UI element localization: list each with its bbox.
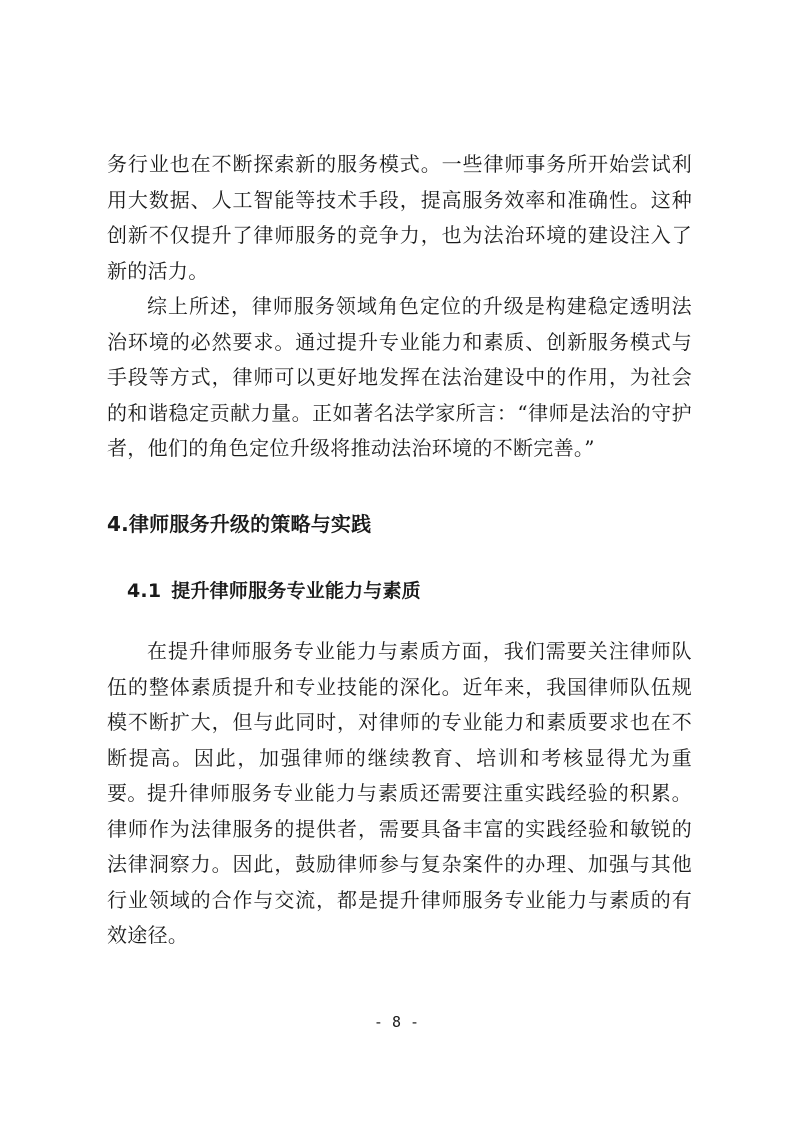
subsection-title: 提升律师服务专业能力与素质 xyxy=(171,580,421,602)
subsection-heading xyxy=(127,575,421,607)
paragraph-continuation: 务行业也在不断探索新的服务模式。一些律师事务所开始尝试利用大数据、人工智能等技术手段，提高服务效率和准确性。这种创新不仅提升了律师服务的竞争力，也为法治环境的建设注入了新的活力。 xyxy=(107,152,692,283)
section-heading: 4.律师服务升级的策略与实践 xyxy=(107,512,372,536)
paragraph-professional-quality: 在提升律师服务专业能力与素质方面，我们需要关注律师队伍的整体素质提升和专业技能的深化。近年来，我国律师队伍规模不断扩大，但与此同时，对律师的专业能力和素质要求也在不断提高。因此，加强律师的继续教育、培训和考核显得尤为重要。 xyxy=(107,639,692,805)
page-number: - 8 - xyxy=(373,1013,420,1031)
paragraph-summary: 综上所述，律师服务领域角色定位的升级是构建稳定透明法治环境的必然要求。通过提升专业能力和素质、创新服务模式与手段等方式，律师可以更好地发挥在法治建设中的作用，为社会的和谐稳定贡献力量。正如著名法学家所言：“律师是法治的守护者，他们的角色定位升级将推动法治环境的不断完善。” xyxy=(107,294,692,460)
paragraph-practical-experience: 提升律师服务专业能力与素质还需要注重实践经验的积累。律师作为法律服务的提供者，需要具备丰富的实践经验和敏锐的法律洞察力。因此，鼓励律师参与复杂案件的办理、加强与其他行业领域的合作与交流，都是提升律师服务专业能力与素质的有效途径。 xyxy=(107,781,692,947)
subsection-number: 4.1 xyxy=(127,580,162,602)
